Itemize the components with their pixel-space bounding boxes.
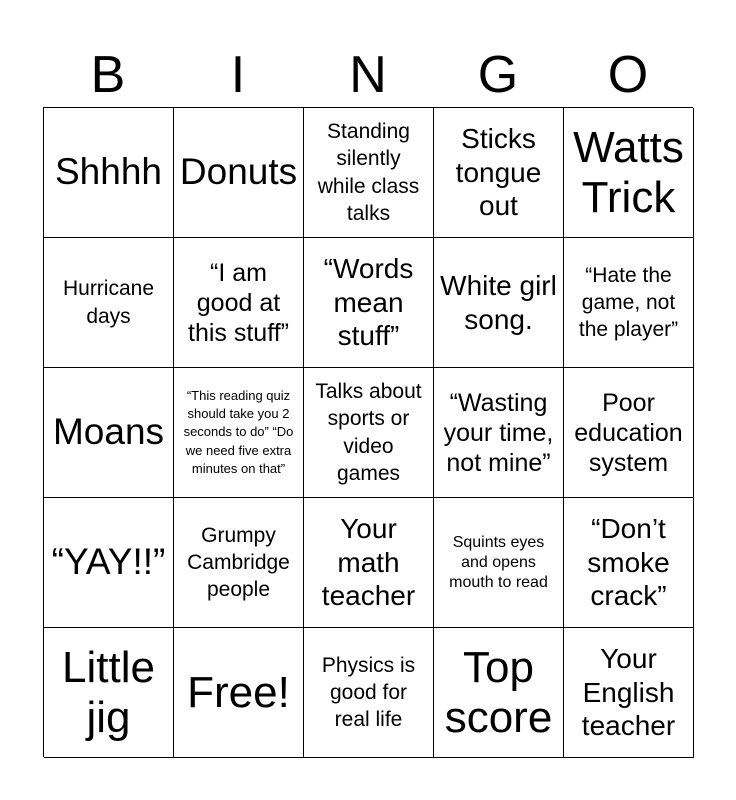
cell-text: Poor education system <box>574 388 683 477</box>
bingo-cell[interactable] <box>304 628 434 758</box>
bingo-header <box>43 44 693 106</box>
header-letter-n: N <box>349 46 387 104</box>
bingo-cell[interactable] <box>304 368 434 498</box>
bingo-cell[interactable] <box>434 238 564 368</box>
cell-text: Top score <box>444 643 553 742</box>
cell-text: Donuts <box>179 151 298 193</box>
cell-text: Moans <box>52 411 165 453</box>
header-letter-o: O <box>607 46 649 104</box>
cell-text: Physics is good for real life <box>321 653 416 732</box>
cell-text: White girl song. <box>440 269 557 335</box>
cell-text: Your English teacher <box>581 643 676 742</box>
bingo-cell[interactable] <box>174 238 304 368</box>
header-letter-g: G <box>477 46 519 104</box>
cell-text: “I am good at this stuff” <box>188 258 289 347</box>
bingo-cell[interactable] <box>174 108 304 238</box>
bingo-cell[interactable] <box>44 368 174 498</box>
cell-text: Free! <box>187 667 290 717</box>
bingo-cell[interactable] <box>564 498 694 628</box>
cell-text: Squints eyes and opens mouth to read <box>449 533 548 591</box>
bingo-cell[interactable] <box>564 238 694 368</box>
bingo-cell[interactable] <box>44 238 174 368</box>
cell-text: Sticks tongue out <box>455 123 542 222</box>
bingo-cell[interactable] <box>564 628 694 758</box>
cell-text: Hurricane days <box>62 277 155 328</box>
cell-text: Watts Trick <box>573 123 684 222</box>
bingo-cell[interactable] <box>44 108 174 238</box>
cell-text: “Words mean stuff” <box>323 253 414 352</box>
header-letter-b: B <box>90 46 126 104</box>
header-letter-i: I <box>230 46 246 104</box>
bingo-cell[interactable] <box>304 108 434 238</box>
cell-text: Little jig <box>62 643 155 742</box>
cell-text: Your math teacher <box>321 513 416 612</box>
bingo-cell[interactable] <box>174 628 304 758</box>
cell-text: “Wasting your time, not mine” <box>443 388 554 477</box>
bingo-cell[interactable] <box>44 498 174 628</box>
cell-text: “YAY!!” <box>51 541 166 583</box>
bingo-cell[interactable] <box>174 498 304 628</box>
cell-text: “Don’t smoke crack” <box>587 513 670 612</box>
bingo-cell[interactable] <box>44 628 174 758</box>
bingo-cell[interactable] <box>434 628 564 758</box>
bingo-cell[interactable] <box>564 108 694 238</box>
bingo-cell[interactable] <box>304 498 434 628</box>
bingo-cell[interactable] <box>434 498 564 628</box>
bingo-cell[interactable] <box>434 368 564 498</box>
bingo-cell[interactable] <box>564 368 694 498</box>
cell-text: Talks about sports or video games <box>315 379 422 485</box>
cell-text: Shhhh <box>55 151 162 193</box>
cell-text: Standing silently while class talks <box>317 119 420 225</box>
cell-text: “Hate the game, not the player” <box>578 263 679 342</box>
bingo-cell[interactable] <box>174 368 304 498</box>
bingo-cell[interactable] <box>304 238 434 368</box>
bingo-board <box>43 107 693 757</box>
cell-text: “This reading quiz should take you 2 seconds to do” “Do we need five extra minutes on that” <box>183 388 294 476</box>
cell-text: Grumpy Cambridge people <box>187 523 290 602</box>
bingo-cell[interactable] <box>434 108 564 238</box>
